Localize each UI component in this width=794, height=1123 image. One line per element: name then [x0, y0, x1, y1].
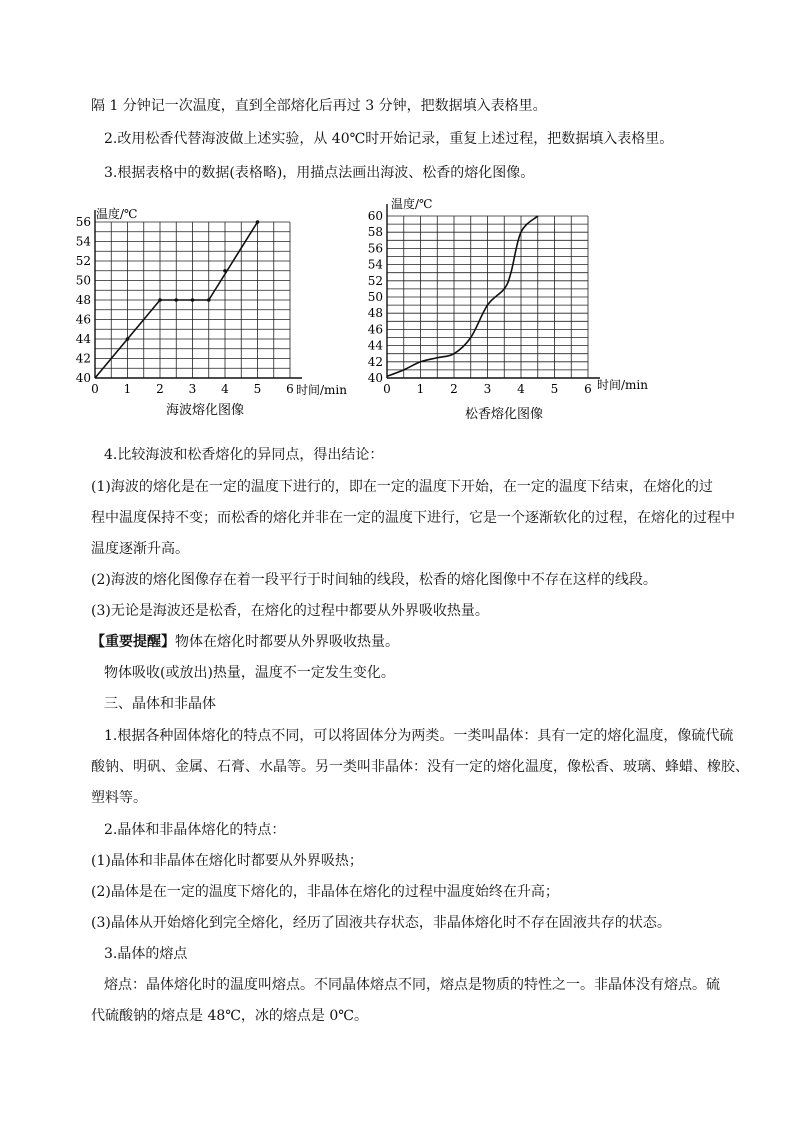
text-line-7: 温度逐渐升高。	[91, 541, 189, 557]
chart-songxiang-ytick-label: 48	[367, 306, 383, 321]
chart-haibo-ylabel: 温度/℃	[96, 207, 138, 221]
chart-songxiang-grid	[387, 216, 588, 378]
chart-songxiang-yticks	[368, 209, 384, 385]
text-line-4: 4.比较海波和松香熔化的异同点，得出结论：	[104, 447, 384, 463]
chart-songxiang-ytick-label: 58	[367, 225, 383, 240]
text-line-3: 3.根据表格中的数据(表格略)，用描点法画出海波、松香的熔化图像。	[104, 165, 535, 181]
chart-songxiang-xtick-label: 3	[483, 382, 492, 396]
chart-haibo-ytick-label: 52	[75, 254, 91, 268]
chart-songxiang-axes	[387, 204, 600, 378]
text-line-2: 2.改用松香代替海波做上述实验，从 40℃时开始记录，重复上述过程，把数据填入表格里。	[104, 131, 674, 147]
chart-haibo-point	[158, 298, 162, 302]
chart-haibo-ytick-label: 54	[75, 234, 91, 249]
chart-haibo-point	[207, 298, 211, 302]
chart-songxiang-xtick-label: 5	[550, 382, 559, 396]
chart-haibo-ytick-label: 48	[75, 293, 91, 307]
tip-line	[91, 632, 399, 652]
tip-label: 【重要提醒】	[91, 634, 175, 650]
tip-text: 物体在熔化时都要从外界吸收热量。	[175, 634, 399, 650]
chart-songxiang-ytick-label: 52	[367, 273, 383, 288]
chart-songxiang-ytick-label: 46	[367, 322, 383, 337]
text-line-17: (3)晶体从开始熔化到完全熔化，经历了固液共存状态，非晶体熔化时不存在固液共存的状态。	[91, 915, 671, 931]
text-line-6: 程中温度保持不变；而松香的熔化并非在一定的温度下进行，它是一个逐渐软化的过程，在熔化的过程中	[91, 510, 735, 526]
chart-haibo-xtick-label: 3	[188, 382, 197, 396]
chart-songxiang-ytick-label: 60	[367, 209, 383, 223]
chart-songxiang-ytick-label: 42	[367, 354, 383, 369]
chart-songxiang	[355, 195, 665, 435]
chart-haibo-ytick-label: 56	[75, 215, 91, 229]
chart-haibo-point	[126, 337, 130, 341]
chart-songxiang-xtick-label: 6	[584, 382, 592, 396]
text-line-1: 隔 1 分钟记一次温度，直到全部熔化后再过 3 分钟，把数据填入表格里。	[91, 98, 547, 114]
text-line-16: (2)晶体是在一定的温度下熔化的，非晶体在熔化的过程中温度始终在升高；	[91, 884, 559, 900]
chart-haibo-ytick-label: 50	[75, 273, 91, 288]
chart-haibo-xlabel: 时间/min	[296, 383, 347, 397]
text-line-18: 3.晶体的熔点	[104, 946, 188, 962]
chart-songxiang-ytick-label: 44	[367, 338, 383, 353]
chart-haibo-xtick-label: 1	[123, 382, 132, 396]
chart-songxiang-xticks	[383, 382, 592, 396]
chart-haibo-ytick-label: 40	[75, 371, 91, 385]
chart-songxiang-ytick-label: 54	[367, 257, 383, 272]
text-line-5: (1)海波的熔化是在一定的温度下进行的，即在一定的温度下开始，在一定的温度下结束，在熔化的过	[91, 479, 713, 495]
chart-songxiang-xtick-label: 4	[517, 382, 525, 396]
chart-haibo-point	[174, 298, 178, 302]
text-line-12: 酸钠、明矾、金属、石膏、水晶等。另一类叫非晶体：没有一定的熔化温度，像松香、玻璃、蜂蜡、橡胶、	[91, 759, 749, 775]
chart-haibo-yticks	[76, 215, 92, 385]
chart-haibo-xticks	[91, 382, 294, 396]
section-heading-3: 三、晶体和非晶体	[104, 696, 216, 712]
chart-haibo-ytick-label: 42	[75, 351, 91, 366]
text-line-9: (3)无论是海波还是松香，在熔化的过程中都要从外界吸收热量。	[91, 603, 489, 619]
text-line-15: (1)晶体和非晶体在熔化时都要从外界吸热；	[91, 853, 363, 869]
chart-haibo-xtick-label: 2	[156, 382, 164, 396]
chart-haibo-point	[223, 269, 227, 273]
chart-songxiang-ytick-label: 50	[367, 290, 383, 304]
chart-haibo-xtick-label: 5	[253, 382, 262, 396]
chart-haibo	[60, 200, 360, 430]
chart-songxiang-xtick-label: 1	[416, 382, 425, 396]
chart-haibo-point	[256, 220, 260, 224]
chart-haibo-caption: 海波熔化图像	[166, 403, 245, 418]
chart-songxiang-ylabel: 温度/℃	[391, 197, 433, 211]
chart-songxiang-xtick-label: 0	[383, 382, 391, 396]
chart-haibo-ytick-label: 46	[75, 312, 91, 327]
chart-songxiang-xlabel: 时间/min	[597, 378, 648, 392]
text-line-10: 物体吸收(或放出)热量，温度不一定发生变化。	[104, 665, 395, 681]
chart-haibo-xtick-label: 4	[221, 382, 229, 396]
chart-songxiang-ytick-label: 56	[367, 241, 383, 256]
chart-songxiang-xtick-label: 2	[450, 382, 458, 396]
text-line-19: 熔点：晶体熔化时的温度叫熔点。不同晶体熔点不同，熔点是物质的特性之一。非晶体没有熔点。硫	[104, 977, 720, 993]
chart-songxiang-caption: 松香熔化图像	[465, 407, 544, 422]
chart-haibo-axes	[95, 210, 302, 378]
text-line-14: 2.晶体和非晶体熔化的特点：	[104, 822, 286, 838]
chart-haibo-xtick-label: 0	[91, 382, 99, 396]
text-line-20: 代硫酸钠的熔点是 48℃，冰的熔点是 0℃。	[91, 1008, 368, 1024]
text-line-13: 塑料等。	[91, 790, 147, 806]
chart-haibo-ytick-label: 44	[75, 332, 91, 346]
text-line-11: 1.根据各种固体熔化的特点不同，可以将固体分为两类。一类叫晶体：具有一定的熔化温度，像硫代硫	[104, 728, 734, 744]
chart-songxiang-ytick-label: 40	[367, 371, 383, 385]
chart-haibo-xtick-label: 6	[286, 382, 294, 396]
text-line-8: (2)海波的熔化图像存在着一段平行于时间轴的线段，松香的熔化图像中不存在这样的线段。	[91, 572, 657, 588]
chart-haibo-point	[191, 298, 195, 302]
